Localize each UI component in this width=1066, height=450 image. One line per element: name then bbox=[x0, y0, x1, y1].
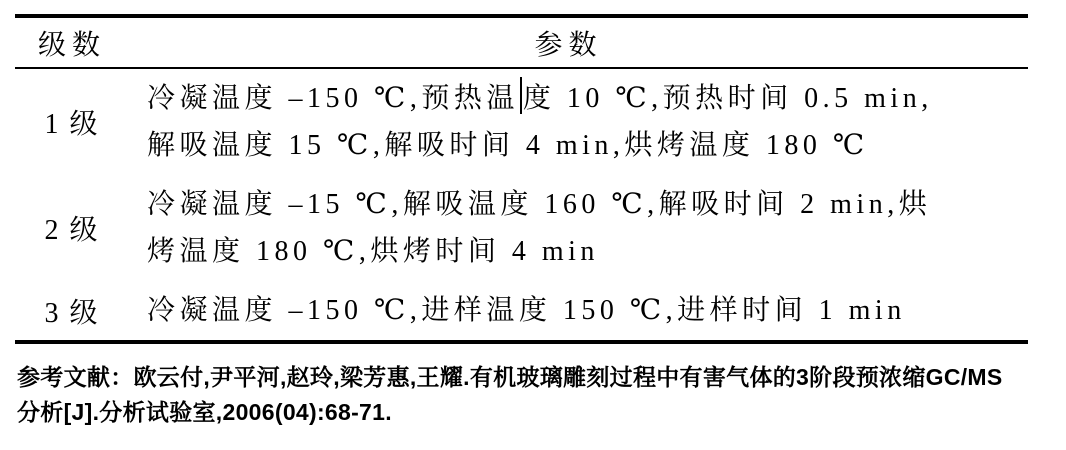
reference-citation: 欧云付,尹平河,赵玲,梁芳惠,王耀.有机玻璃雕刻过程中有害气体的3阶段预浓缩GC/MS分析[J].分析试验室,2006(04):68-71. bbox=[17, 364, 1003, 425]
params-table-container bbox=[15, 14, 1028, 344]
stage2-params-line2: 烤温度 180 ℃,烘烤时间 4 min bbox=[147, 236, 599, 267]
stage3-params-cell[interactable] bbox=[147, 281, 1028, 342]
stage1-level-cell[interactable]: 1 级 bbox=[44, 109, 100, 140]
stage3-params-line1: 冷凝温度 –150 ℃,进样温度 150 ℃,进样时间 1 min bbox=[147, 295, 906, 326]
document-page bbox=[0, 14, 1066, 430]
stage1-params-cell[interactable] bbox=[147, 68, 1028, 175]
table-row-stage3 bbox=[15, 281, 1028, 342]
reference-paragraph[interactable] bbox=[17, 360, 1025, 430]
stage2-params-cell[interactable] bbox=[147, 175, 1028, 281]
stage1-line1-post-caret-text: 度 10 ℃,预热时间 0.5 min, bbox=[522, 83, 933, 114]
stage1-params-line1 bbox=[147, 75, 1028, 122]
params-table bbox=[15, 14, 1028, 344]
reference-label: 参考文献： bbox=[17, 364, 134, 390]
table-row-stage2 bbox=[15, 175, 1028, 281]
text-caret bbox=[520, 77, 522, 114]
header-cell-params: 参数 bbox=[534, 29, 603, 61]
stage1-params-line2: 解吸温度 15 ℃,解吸时间 4 min,烘烤温度 180 ℃ bbox=[147, 130, 869, 161]
stage1-line1-pre-caret-text: 冷凝温度 –150 ℃,预热温 bbox=[147, 83, 519, 114]
table-row-stage1 bbox=[15, 68, 1028, 175]
stage3-level-cell[interactable]: 3 级 bbox=[44, 297, 100, 329]
stage2-params-line1: 冷凝温度 –15 ℃,解吸温度 160 ℃,解吸时间 2 min,烘 bbox=[147, 189, 932, 220]
header-cell-level: 级数 bbox=[37, 29, 106, 61]
table-header-row bbox=[15, 16, 1028, 68]
stage2-level-cell[interactable]: 2 级 bbox=[44, 215, 100, 246]
